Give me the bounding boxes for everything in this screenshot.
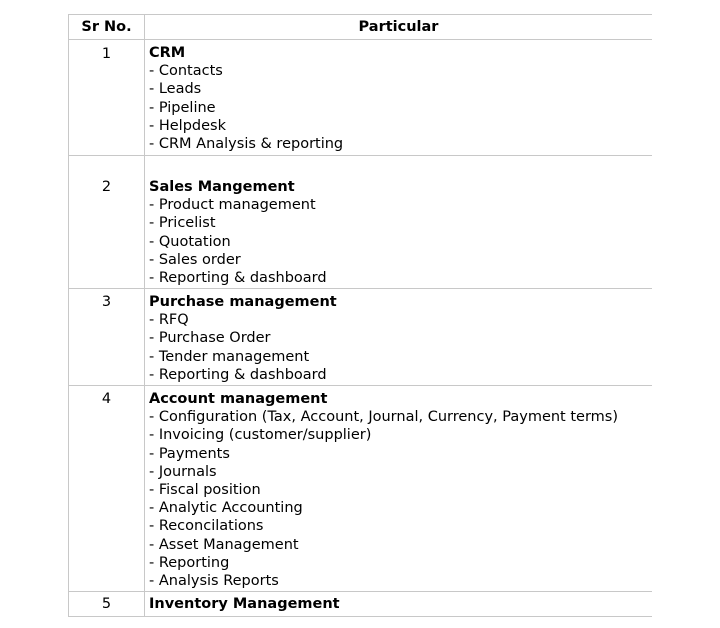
list-item: - Sales order	[149, 251, 241, 268]
table-row	[68, 289, 652, 386]
row-number: 3	[68, 289, 145, 385]
list-item: - Purchase Order	[149, 330, 271, 347]
list-item: - Pricelist	[149, 215, 216, 232]
row-number: 2	[68, 156, 145, 288]
row-title: Inventory Management	[149, 596, 340, 612]
list-item: - Helpdesk	[149, 117, 226, 134]
list-item: - Contacts	[149, 63, 223, 80]
row-title: Purchase management	[149, 294, 337, 310]
row-items	[149, 62, 652, 153]
row-items	[149, 196, 652, 287]
list-item: - Pipeline	[149, 99, 216, 116]
list-item: - Fiscal position	[149, 482, 261, 499]
list-item: - CRM Analysis & reporting	[149, 136, 344, 153]
row-title: Sales Mangement	[149, 179, 295, 195]
row-particular	[145, 156, 652, 288]
list-item: - Reporting	[149, 554, 230, 571]
list-item: - Invoicing (customer/supplier)	[149, 427, 372, 444]
row-items	[149, 408, 652, 590]
row-particular	[145, 592, 652, 616]
table-header	[68, 14, 652, 40]
list-item: - Payments	[149, 445, 230, 462]
row-number: 4	[68, 386, 145, 591]
row-particular	[145, 386, 652, 591]
list-item: - Analytic Accounting	[149, 500, 303, 517]
list-item: - Analysis Reports	[149, 573, 279, 590]
modules-table	[68, 14, 652, 617]
table-row	[68, 386, 652, 592]
list-item: - RFQ	[149, 312, 189, 329]
table-row	[68, 40, 652, 156]
list-item: - Product management	[149, 197, 316, 214]
row-number: 5	[68, 592, 145, 616]
row-items	[149, 311, 652, 384]
list-item: - Reconcilations	[149, 518, 264, 535]
header-sr-no: Sr No.	[68, 15, 145, 39]
row-title: CRM	[149, 45, 186, 61]
row-particular	[145, 289, 652, 385]
list-item: - Reporting & dashboard	[149, 270, 327, 287]
list-item: - Tender management	[149, 348, 310, 365]
table-row	[68, 592, 652, 617]
row-particular	[145, 40, 652, 155]
list-item: - Leads	[149, 81, 202, 98]
list-item: - Asset Management	[149, 536, 299, 553]
list-item: - Quotation	[149, 233, 231, 250]
table-row	[68, 156, 652, 289]
row-title: Account management	[149, 391, 328, 407]
list-item: - Configuration (Tax, Account, Journal, Currency, Payment terms)	[149, 409, 618, 426]
header-particular: Particular	[358, 19, 439, 35]
list-item: - Journals	[149, 463, 217, 480]
row-number: 1	[68, 40, 145, 155]
list-item: - Reporting & dashboard	[149, 366, 327, 383]
